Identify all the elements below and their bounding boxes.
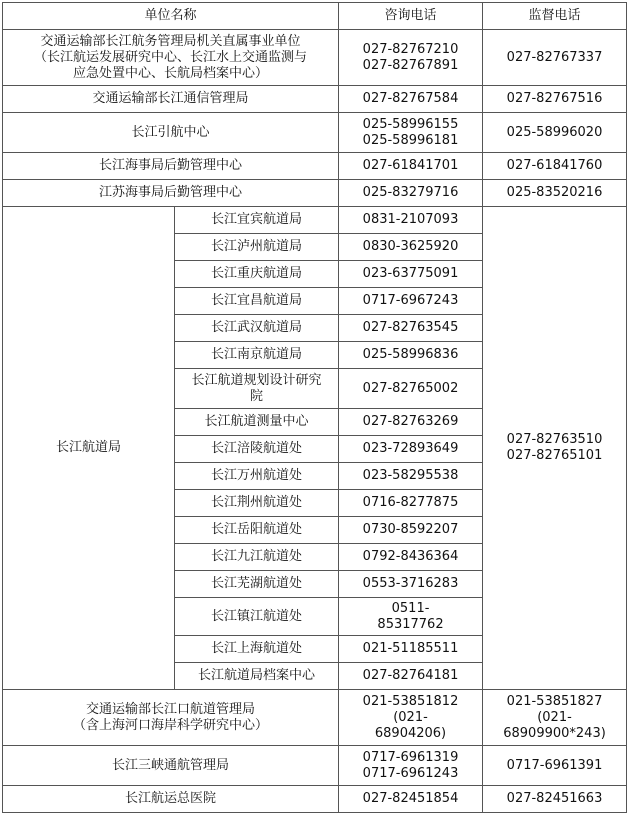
sub-unit-name: 长江武汉航道局 <box>175 315 339 342</box>
unit-name: 交通运输部长江口航道管理局 （含上海河口海岸科学研究中心） <box>3 690 339 746</box>
consult-phone: 021-53851812 (021- 68904206) <box>339 690 483 746</box>
sub-unit-name: 长江航道局档案中心 <box>175 663 339 690</box>
table-row <box>3 180 627 207</box>
table-row <box>3 746 627 786</box>
unit-name: 江苏海事局后勤管理中心 <box>3 180 339 207</box>
consult-phone: 027-82764181 <box>339 663 483 690</box>
consult-phone: 027-82767210 027-82767891 <box>339 30 483 86</box>
consult-phone: 025-58996155 025-58996181 <box>339 113 483 153</box>
sub-unit-name: 长江万州航道处 <box>175 463 339 490</box>
unit-name: 交通运输部长江通信管理局 <box>3 86 339 113</box>
sub-unit-name: 长江重庆航道局 <box>175 261 339 288</box>
sub-unit-name: 长江九江航道处 <box>175 544 339 571</box>
contact-table <box>2 2 627 813</box>
table-row <box>3 207 627 234</box>
table-row <box>3 153 627 180</box>
sub-unit-name: 长江荆州航道处 <box>175 490 339 517</box>
hangdao-supervise-phone: 027-82763510 027-82765101 <box>483 207 627 690</box>
consult-phone: 0553-3716283 <box>339 571 483 598</box>
supervise-phone: 021-53851827 (021- 68909900*243) <box>483 690 627 746</box>
sub-unit-name: 长江泸州航道局 <box>175 234 339 261</box>
supervise-phone: 0717-6961391 <box>483 746 627 786</box>
consult-phone: 025-58996836 <box>339 342 483 369</box>
consult-phone: 0830-3625920 <box>339 234 483 261</box>
unit-name: 长江海事局后勤管理中心 <box>3 153 339 180</box>
consult-phone: 027-82763269 <box>339 409 483 436</box>
table-row <box>3 786 627 813</box>
unit-name: 长江引航中心 <box>3 113 339 153</box>
supervise-phone: 025-58996020 <box>483 113 627 153</box>
consult-phone: 025-83279716 <box>339 180 483 207</box>
sub-unit-name: 长江宜宾航道局 <box>175 207 339 234</box>
header-unit-name: 单位名称 <box>3 3 339 30</box>
consult-phone: 0792-8436364 <box>339 544 483 571</box>
table-row <box>3 113 627 153</box>
unit-name: 长江三峡通航管理局 <box>3 746 339 786</box>
consult-phone: 0730-8592207 <box>339 517 483 544</box>
consult-phone: 0511- 85317762 <box>339 598 483 636</box>
consult-phone: 023-72893649 <box>339 436 483 463</box>
unit-name: 交通运输部长江航务管理局机关直属事业单位 （长江航运发展研究中心、长江水上交通监测与 应急处置中心、长航局档案中心） <box>3 30 339 86</box>
supervise-phone: 027-82451663 <box>483 786 627 813</box>
sub-unit-name: 长江上海航道处 <box>175 636 339 663</box>
consult-phone: 0831-2107093 <box>339 207 483 234</box>
consult-phone: 021-51185511 <box>339 636 483 663</box>
header-supervise-phone: 监督电话 <box>483 3 627 30</box>
consult-phone: 027-82767584 <box>339 86 483 113</box>
hangdao-group-name: 长江航道局 <box>3 207 175 690</box>
supervise-phone: 027-61841760 <box>483 153 627 180</box>
sub-unit-name: 长江宜昌航道局 <box>175 288 339 315</box>
consult-phone: 0717-6967243 <box>339 288 483 315</box>
table-row <box>3 690 627 746</box>
consult-phone: 023-63775091 <box>339 261 483 288</box>
consult-phone: 027-82763545 <box>339 315 483 342</box>
consult-phone: 027-82451854 <box>339 786 483 813</box>
consult-phone: 027-61841701 <box>339 153 483 180</box>
supervise-phone: 027-82767337 <box>483 30 627 86</box>
header-row <box>3 3 627 30</box>
sub-unit-name: 长江芜湖航道处 <box>175 571 339 598</box>
header-consult-phone: 咨询电话 <box>339 3 483 30</box>
sub-unit-name: 长江镇江航道处 <box>175 598 339 636</box>
sub-unit-name: 长江岳阳航道处 <box>175 517 339 544</box>
unit-name: 长江航运总医院 <box>3 786 339 813</box>
consult-phone: 0717-6961319 0717-6961243 <box>339 746 483 786</box>
consult-phone: 027-82765002 <box>339 369 483 409</box>
consult-phone: 023-58295538 <box>339 463 483 490</box>
table-row <box>3 86 627 113</box>
sub-unit-name: 长江航道测量中心 <box>175 409 339 436</box>
sub-unit-name: 长江涪陵航道处 <box>175 436 339 463</box>
sub-unit-name: 长江南京航道局 <box>175 342 339 369</box>
table-row <box>3 30 627 86</box>
sub-unit-name: 长江航道规划设计研究 院 <box>175 369 339 409</box>
supervise-phone: 025-83520216 <box>483 180 627 207</box>
consult-phone: 0716-8277875 <box>339 490 483 517</box>
supervise-phone: 027-82767516 <box>483 86 627 113</box>
